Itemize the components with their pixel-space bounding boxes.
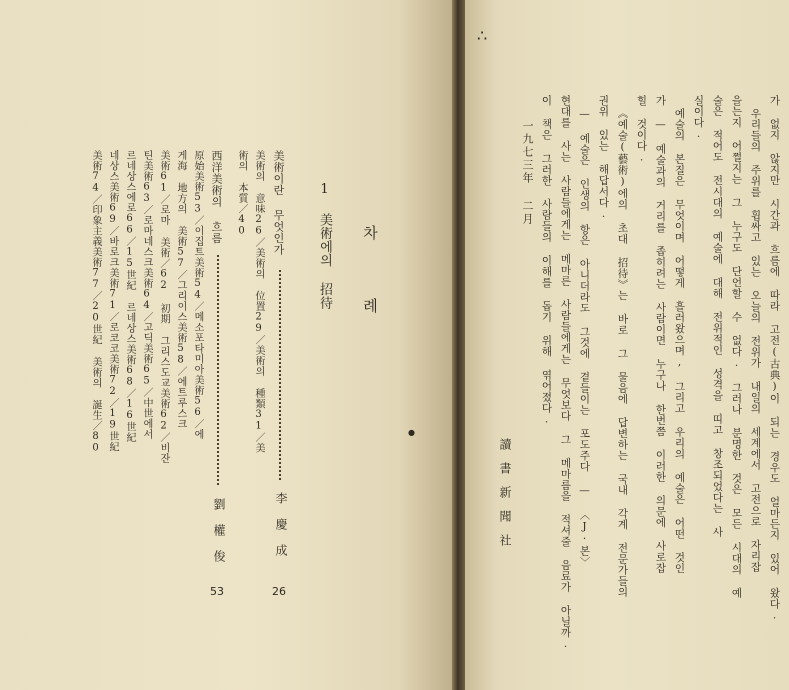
toc-sub-line: 네상스美術69／바로크美術71／로코코美術72／19世紀 <box>107 150 118 452</box>
book-gutter <box>452 0 465 690</box>
toc-entry-heading: 西洋美術의 흐름 <box>210 150 223 244</box>
chapter-title: 1 美術에의 招待 <box>317 182 332 310</box>
toc-sub-line: 게海 地方의 美術57／그리이스美術58／에트루스크 <box>175 150 186 429</box>
toc-sub-line: 틴美術63／로마네스크美術64／고딕美術65／中世에서 <box>141 150 152 440</box>
toc-entry-page: 53 <box>210 585 224 598</box>
toc-leader <box>217 255 219 485</box>
preface-line: 가 없지 않지만 시간과 흐름에 따라 고전(古典)이 되는 경우도 얼마든지 있어 왔다. <box>768 95 781 622</box>
preface-line: 힐 것이다. <box>635 95 648 164</box>
preface-line: 권위 있는 해답서다. <box>597 95 610 221</box>
preface-line: 술은 적어도 전시대의 예술에 대해 전위적인 성격을 띠고 창조되었다는 사 <box>711 95 724 538</box>
preface-line: 가 — 예술과의 거리를 좁히려는 사람이면 누구나 한번쯤 이러한 의문에 사로잡 <box>654 95 667 574</box>
toc-sub-line: 美術74／印象主義美術77／20世紀 美術의 誕生／80 <box>90 150 101 454</box>
toc-entry-heading: 美術이란 무엇인가 <box>272 150 285 256</box>
preface-line: 현대를 사는 사람들에게는 메마른 사람들에게는 무엇보다 그 메마름을 적셔줄 음료가 아닐까. <box>559 95 572 651</box>
top-mark: ∴ <box>477 26 488 45</box>
preface-date: 一九七三年 二月 <box>521 120 534 226</box>
toc-sub-line: 美術61／로마 美術／62 初期 그리스도교美術62／비잔 <box>158 150 169 464</box>
toc-entry-author: 劉權俊 <box>212 498 226 576</box>
toc-sub-line: 美術의 意味26／美術의 位置29／美術의 種類31／美 <box>253 150 264 453</box>
preface-line: 예술의 본질은 무엇이며 어떻게 흘러왔으며, 그리고 우리의 예술은 어떤 것인 <box>673 108 686 574</box>
toc-title: 차 례 <box>361 225 379 333</box>
publisher-name: 讀書新聞社 <box>498 438 512 558</box>
preface-line: 을는지 어쩔지는 그 누구도 단언할 수 없다. 그러나 분명한 것은 모든 시대의 예 <box>730 95 743 599</box>
toc-entry-author: 李慶成 <box>274 492 288 570</box>
preface-line: 이 책은 그러한 사람들의 이해를 돕기 위해 엮어졌다. <box>540 95 553 426</box>
preface-line: 우리들의 주위를 휩싸고 있는 오늘의 전위가 내일의 세계에서 고전으로 자리잡 <box>749 108 762 573</box>
right-page <box>465 0 789 690</box>
toc-entry-page: 26 <box>272 585 286 598</box>
preface-line: 《예술(藝術)에의 초대 招待》는 바로 그 물음에 답변하는 국내 각계 전문가들의 <box>616 108 629 598</box>
toc-sub-line: 原始美術53／이집트美術54／메소포타미아美術56／에 <box>192 150 203 440</box>
ink-dot: ● <box>408 428 415 437</box>
toc-sub-line: 르네상스에로66／15世紀 르네상스美術68／16世紀 <box>124 150 135 443</box>
toc-sub-line: 術의 本質／40 <box>236 150 247 237</box>
toc-leader <box>279 270 281 480</box>
preface-line: 실이다. <box>692 95 705 141</box>
preface-line: — 예술은 인생의 항은 아니더라도 그것에 곁들이는 포도주다 — 〈J·본〉 <box>578 108 591 568</box>
